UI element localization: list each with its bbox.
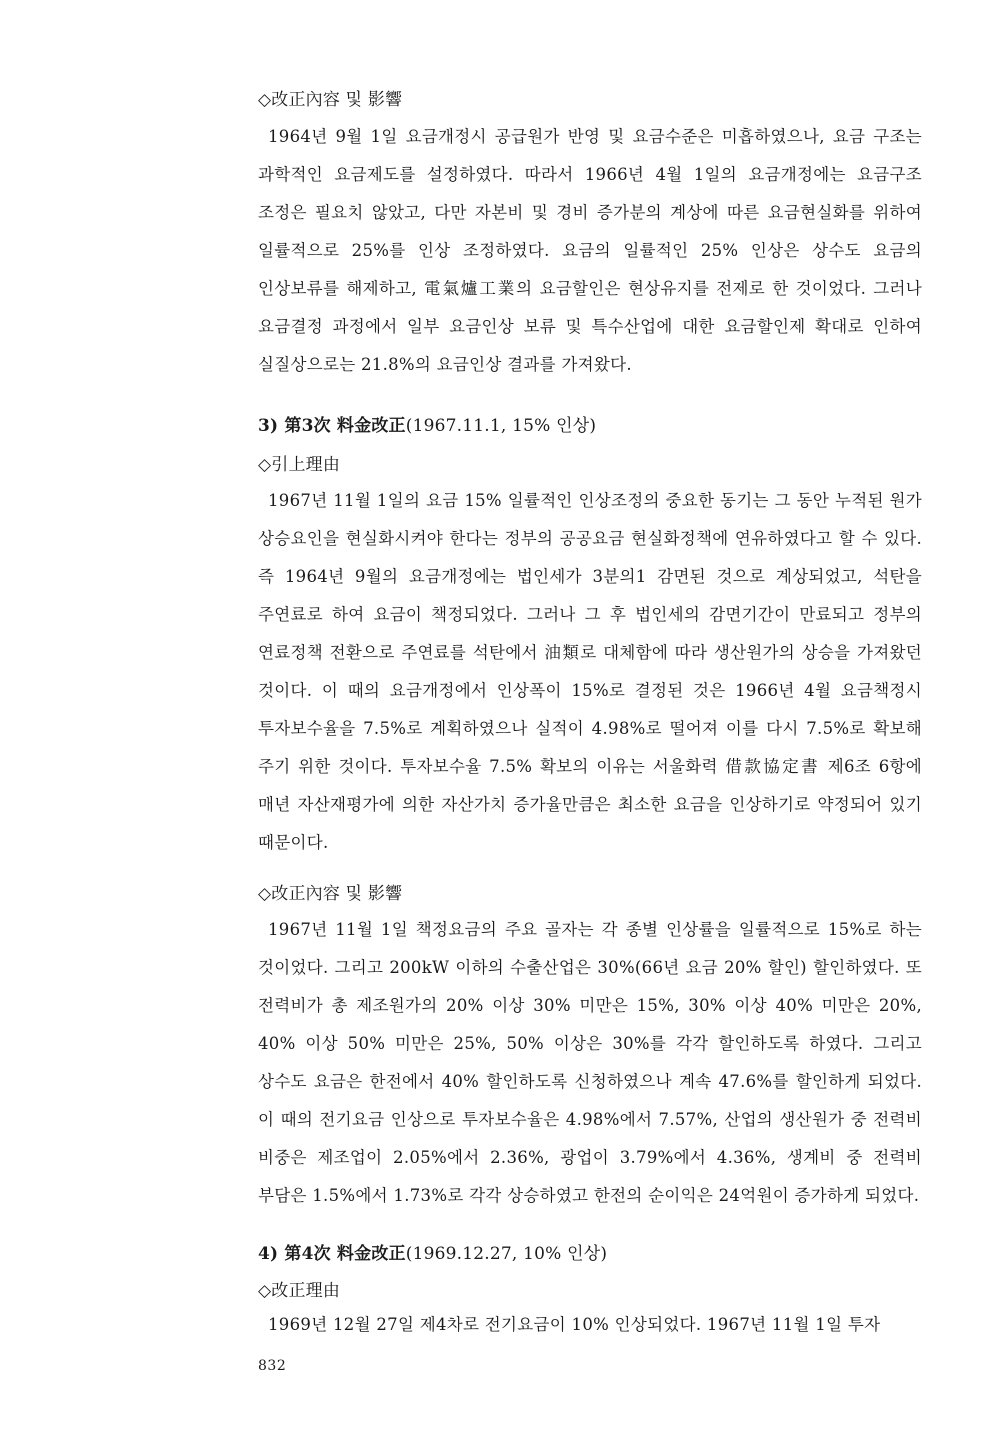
paragraph-increase-reason: 1967년 11월 1일의 요금 15% 일률적인 인상조정의 중요한 동기는 그 동안 누적된 원가 상승요인을 현실화시켜야 한다는 정부의 공공요금 현실화정책에 연유하였다고 할 수 있다. 즉 1964년 9월의 요금개정에는 법인세가 3분의1 감면된 것으로 계상되었고, 석탄을 주연료로 하여 요금이 책정되었다. 그러나 그 후 법인세의 감면기간이 만료되고 정부의 연료정책 전환으로 주연료를 석탄에서 油類로 대체함에 따라 생산원가의 상승을 가져왔던 것이다. 이 때의 요금개정에서 인상폭이 15%로 결정된 것은 1966년 4월 요금책정시 투자보수율을 7.5%로 계획하였으나 실적이 4.98%로 떨어져 이를 다시 7.5%로 확보해 주기 위한 것이다. 투자보수율 7.5% 확보의 이유는 서울화력 借款協定書 제6조 6항에 매년 자산재평가에 의한 자산가치 증가율만큼은 최소한 요금을 인상하기로 약정되어 있기 때문이다. [258,491,922,852]
section-title-date: (1967.11.1, 15% 인상) [405,416,597,436]
section-title-text: 3) 第3次 料金改正 [258,416,406,436]
section-title-fourth-rate-revision [258,1242,922,1266]
paragraph-reform-content-effects-2: 1967년 11월 1일 책정요금의 주요 골자는 각 종별 인상률을 일률적으로 15%로 하는 것이었다. 그리고 200kW 이하의 수출산업은 30%(66년 요금 20% 할인) 할인하였다. 또 전력비가 총 제조원가의 20% 이상 30% 미만은 15%, 30% 이상 40% 미만은 20%, 40% 이상 50% 미만은 25%, 50% 이상은 30%를 각각 할인하도록 하였다. 그리고 상수도 요금은 한전에서 40% 할인하도록 신청하였으나 계속 47.6%를 할인하게 되었다. 이 때의 전기요금 인상으로 투자보수율은 4.98%에서 7.57%, 산업의 생산원가 중 전력비 비중은 제조업이 2.05%에서 2.36%, 광업이 3.79%에서 4.36%, 생계비 중 전력비 부담은 1.5%에서 1.73%로 각각 상승하였고 한전의 순이익은 24억원이 증가하게 되었다. [258,920,922,1205]
section-title-third-rate-revision [258,414,922,438]
page-number: 832 [258,1358,287,1374]
section-heading-reform-content-effects-2: ◇改正內容 및 影響 [258,884,403,904]
paragraph-reform-content-effects: 1964년 9월 1일 요금개정시 공급원가 반영 및 요금수준은 미흡하였으나, 요금 구조는 과학적인 요금제도를 설정하였다. 따라서 1966년 4월 1일의 요금개정에는 요금구조 조정은 필요치 않았고, 다만 자본비 및 경비 증가분의 계상에 따른 요금현실화를 위하여 일률적으로 25%를 인상 조정하였다. 요금의 일률적인 25% 인상은 상수도 요금의 인상보류를 해제하고, 電氣爐工業의 요금할인은 현상유지를 전제로 한 것이었다. 그러나 요금결정 과정에서 일부 요금인상 보류 및 특수산업에 대한 요금할인제 확대로 인하여 실질상으로는 21.8%의 요금인상 결과를 가져왔다. [258,127,922,374]
section-heading-increase-reason: ◇引上理由 [258,455,341,475]
section-title-date: (1969.12.27, 10% 인상) [405,1244,608,1264]
paragraph-reform-reason: 1969년 12월 27일 제4차로 전기요금이 10% 인상되었다. 1967년 11월 1일 투자 [268,1315,881,1334]
section-title-text: 4) 第4次 料金改正 [258,1244,406,1264]
section-heading-reform-reason: ◇改正理由 [258,1281,341,1301]
section-heading-reform-content-effects: ◇改正內容 및 影響 [258,90,403,110]
